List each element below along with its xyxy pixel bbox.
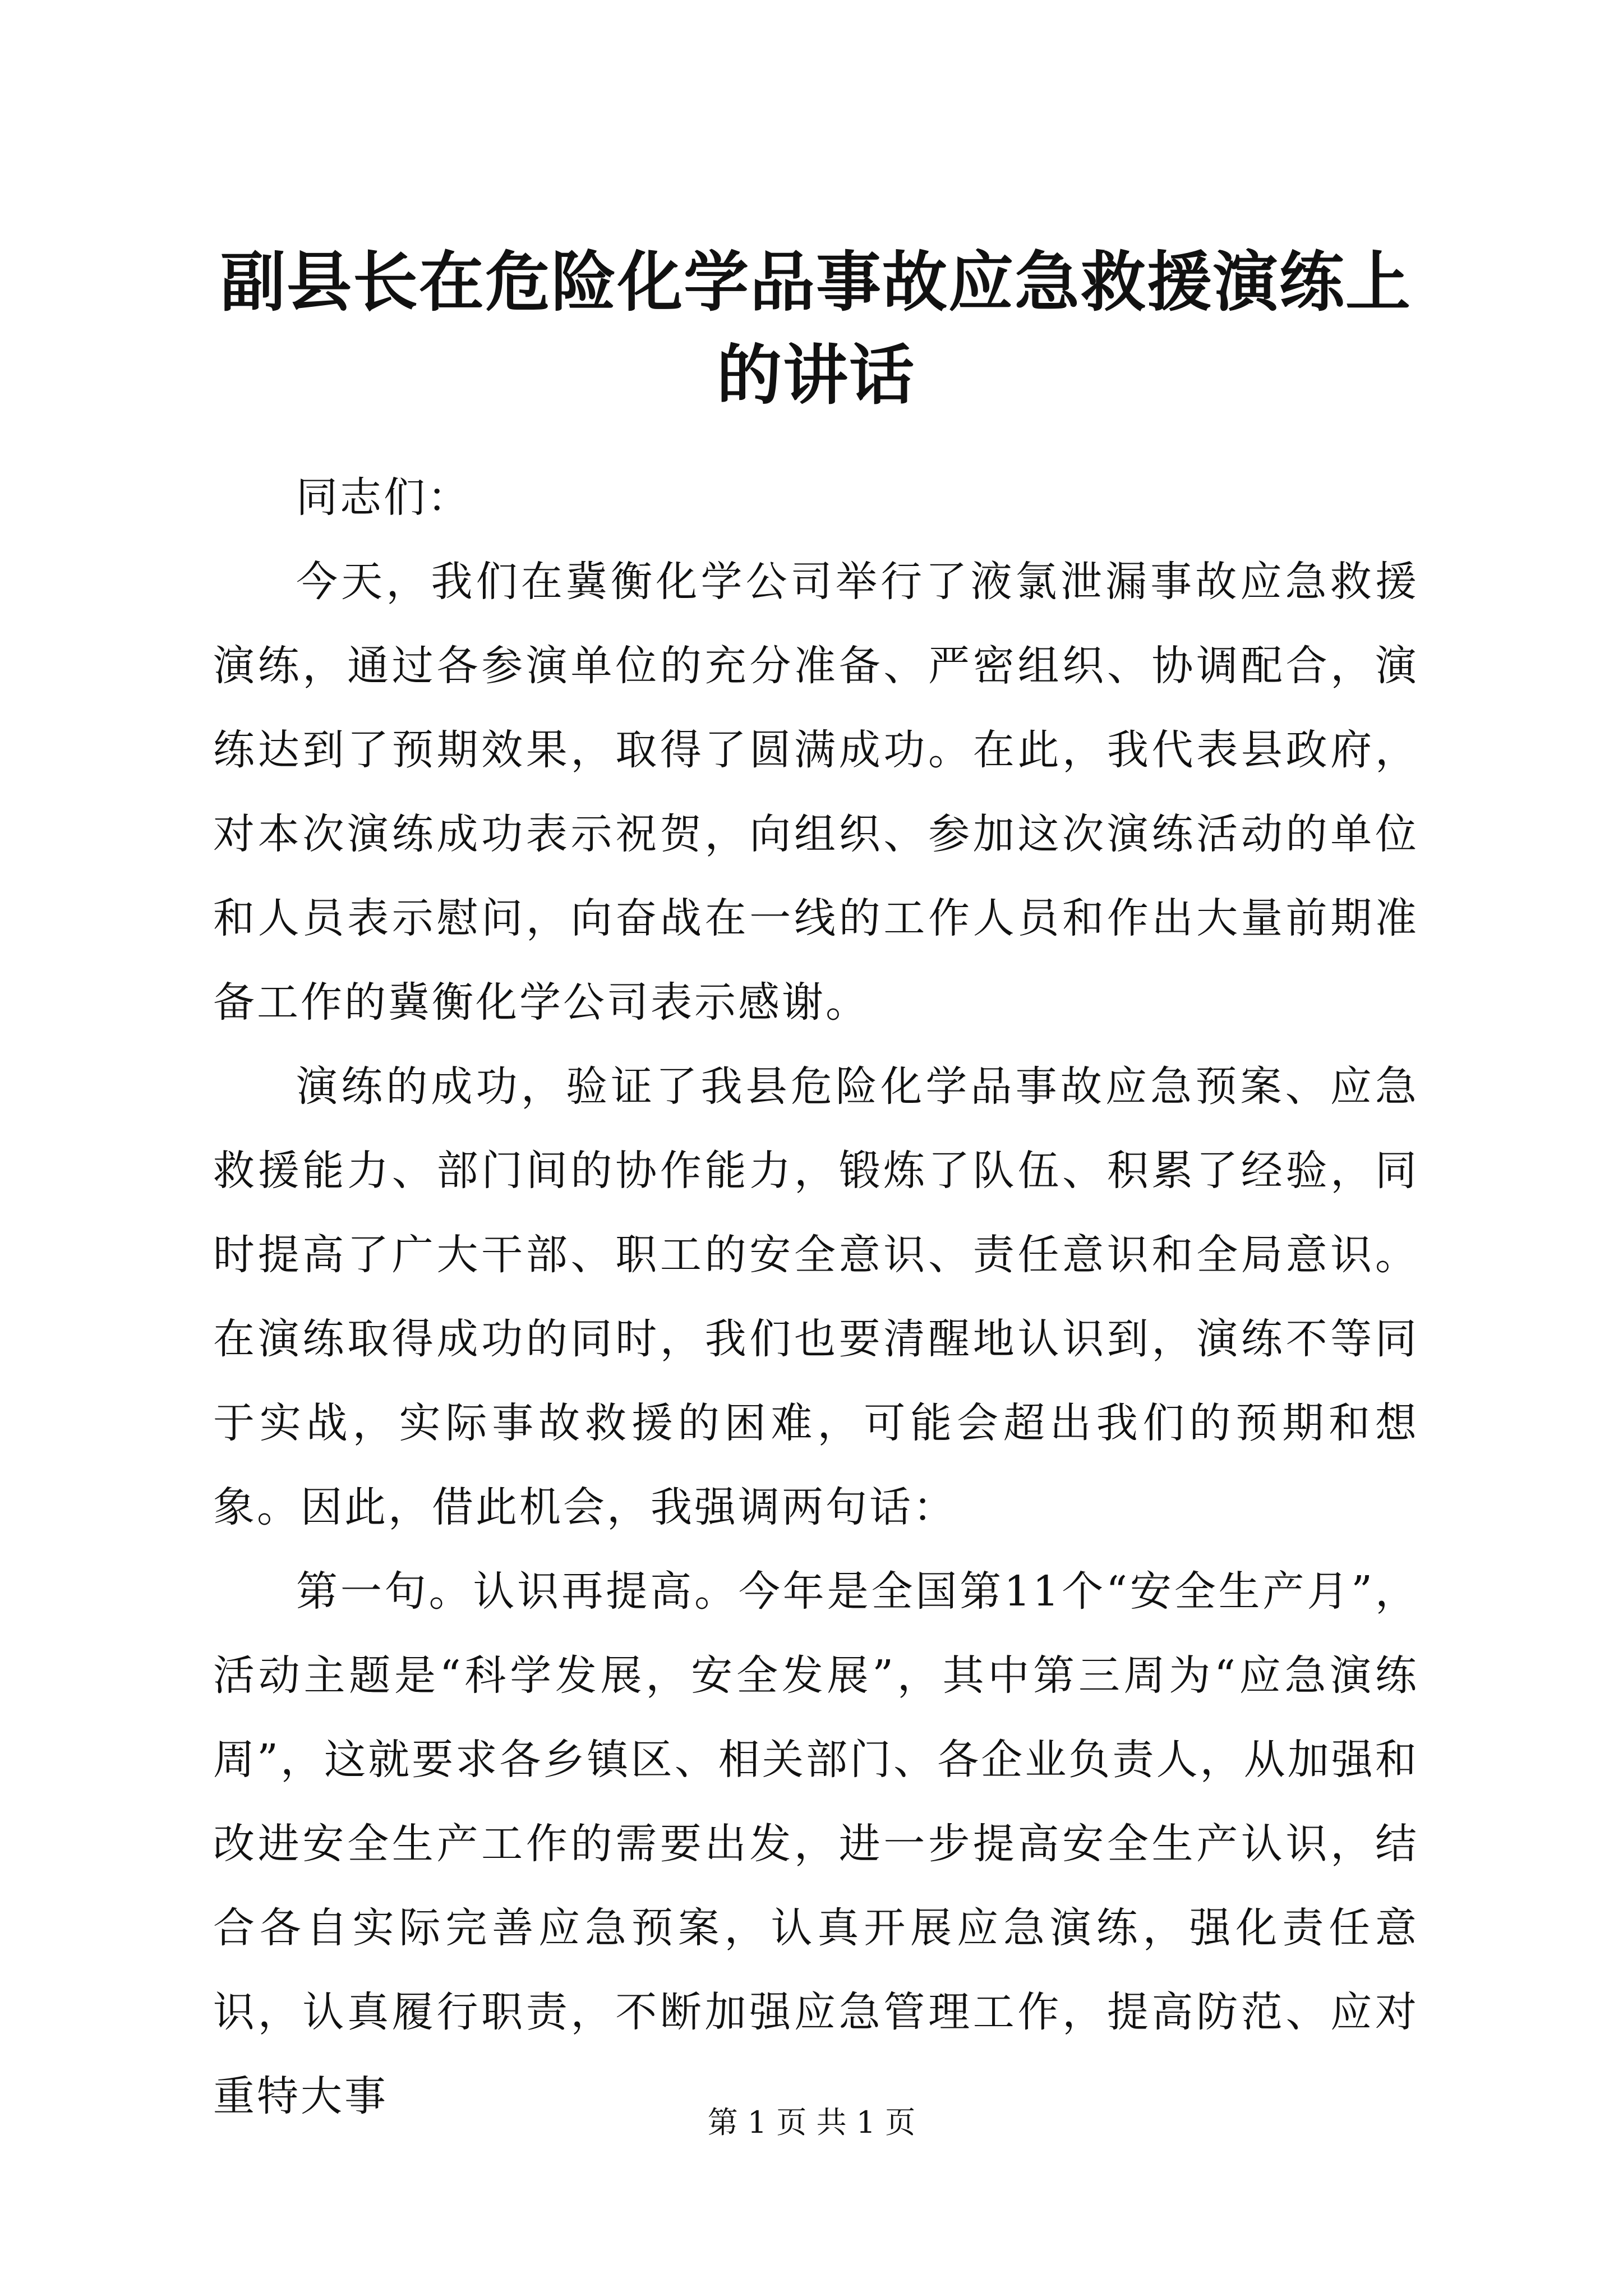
document-body: [213, 455, 1419, 2138]
document-title: 副县长在危险化学品事故应急救援演练上的讲话: [220, 244, 1412, 413]
body-paragraph: 演练的成功，验证了我县危险化学品事故应急预案、应急救援能力、部门间的协作能力，锻炼了队伍、积累了经验，同时提高了广大干部、职工的安全意识、责任意识和全局意识。在演练取得成功的同时，我们也要清醒地认识到，演练不等同于实战，实际事故救援的困难，可能会超出我们的预期和想象。因此，借此机会，我强调两句话：: [213, 1062, 1419, 1531]
page-number-footer: 第 1 页 共 1 页: [707, 2105, 916, 2140]
body-paragraph: 今天，我们在冀衡化学公司举行了液氯泄漏事故应急救援演练，通过各参演单位的充分准备、严密组织、协调配合，演练达到了预期效果，取得了圆满成功。在此，我代表县政府，对本次演练成功表示祝贺，向组织、参加这次演练活动的单位和人员表示慰问，向奋战在一线的工作人员和作出大量前期准备工作的冀衡化学公司表示感谢。: [213, 558, 1419, 1027]
body-paragraph: 第一句。认识再提高。今年是全国第11个“安全生产月”，活动主题是“科学发展，安全发展”，其中第三周为“应急演练周”，这就要求各乡镇区、相关部门、各企业负责人，从加强和改进安全生产工作的需要出发，进一步提高安全生产认识，结合各自实际完善应急预案，认真开展应急演练，强化责任意识，认真履行职责，不断加强应急管理工作，提高防范、应对重特大事: [213, 1567, 1419, 2120]
salutation-paragraph: 同志们：: [296, 473, 471, 522]
